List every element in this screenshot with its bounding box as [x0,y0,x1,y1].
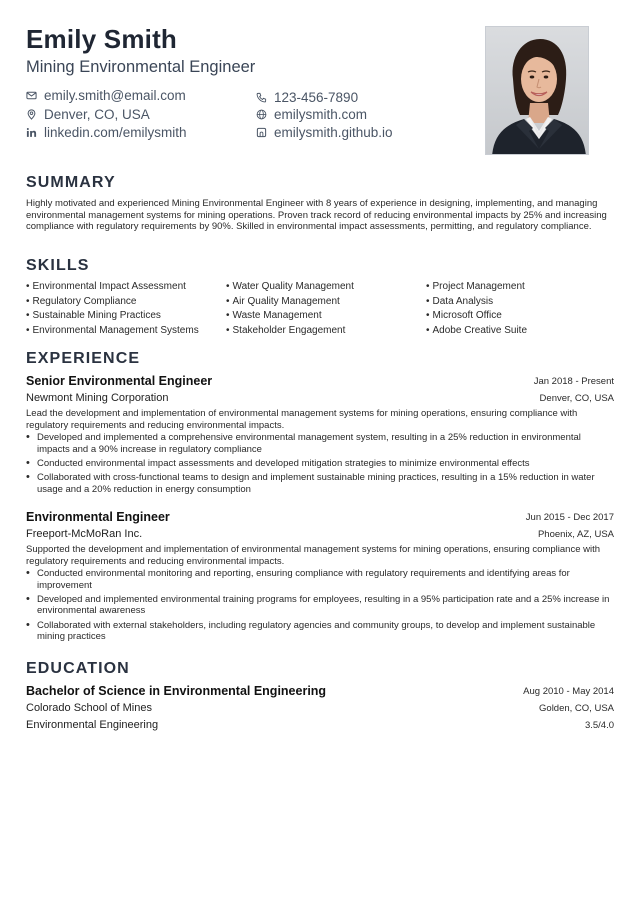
field-of-study: Environmental Engineering [26,719,159,731]
job-title: Environmental Engineer [26,510,170,524]
job-entry [26,374,614,498]
skill-item: • Microsoft Office [426,310,502,321]
job-bullet: • Conducted environmental monitoring and reporting, ensuring compliance with regulatory requirements and identifying areas for improvement [26,568,614,591]
location-text: Denver, CO, USA [44,107,150,122]
contact-phone[interactable] [256,90,358,105]
skill-item: • Project Management [426,281,525,292]
skill-item: • Sustainable Mining Practices [26,310,161,321]
job-location: Phoenix, AZ, USA [537,529,614,540]
job-bullet: • Collaborated with cross-functional teams to design and implement sustainable mining practices, resulting in a 15% reduction in water usage and a 20% reduction in energy consumption [26,472,614,495]
linkedin-text: linkedin.com/emilysmith [44,125,187,140]
skill-item: • Air Quality Management [226,296,340,307]
degree-name: Bachelor of Science in Environmental Engineering [26,684,327,698]
job-bullet: • Conducted environmental impact assessments and developed mitigation strategies to minimize environmental effects [26,458,614,469]
job-date: Jan 2018 - Present [533,376,614,387]
phone-icon [256,92,267,103]
portrait-image [486,27,589,155]
experience-heading: EXPERIENCE [26,350,141,367]
skill-item: • Environmental Management Systems [26,325,199,336]
job-location: Denver, CO, USA [539,393,614,404]
email-text: emily.smith@email.com [44,88,186,103]
job-entry [26,510,614,646]
school-location: Golden, CO, USA [539,703,614,714]
phone-text: 123-456-7890 [274,90,359,105]
job-title: Senior Environmental Engineer [26,374,213,388]
skill-item: • Data Analysis [426,296,493,307]
skill-item: • Stakeholder Engagement [226,325,345,336]
job-bullets [26,568,614,642]
skill-item: • Waste Management [226,310,322,321]
skills-heading: SKILLS [26,257,90,274]
contact-location [26,107,150,122]
contact-github[interactable] [256,125,393,140]
summary-text: Highly motivated and experienced Mining Environmental Engineer with 8 years of experience in designing, implementing, and managing environmental management systems for mining operations. Proven track record of reducing environmental impacts by 25% and increasing compliance with regulatory requirements by 90%. Skilled in environmental impact assessments, permitting, and regulatory compliance. [26,198,607,233]
gpa: 3.5/4.0 [584,720,614,731]
contact-website[interactable] [256,107,367,122]
website-text: emilysmith.com [274,107,368,122]
github-icon [256,127,267,138]
education-date: Aug 2010 - May 2014 [523,686,614,697]
job-bullet: • Developed and implemented a comprehensive environmental management system, resulting in a 25% reduction in environmental impacts and a 90% increase in regulatory compliance [26,432,614,455]
education-entry [26,684,614,736]
skill-item: • Environmental Impact Assessment [26,281,186,292]
job-company: Freeport-McMoRan Inc. [26,528,143,540]
candidate-name: Emily Smith [26,24,178,54]
contact-linkedin[interactable] [26,125,187,140]
candidate-title: Mining Environmental Engineer [26,58,256,76]
contact-email[interactable] [26,88,186,103]
location-icon [26,109,37,120]
skill-item: • Water Quality Management [226,281,354,292]
job-bullet: • Developed and implemented environmental training programs for employees, resulting in a 95% participation rate and a 25% increase in environmental awareness [26,594,614,617]
linkedin-icon [26,127,37,138]
job-company: Newmont Mining Corporation [26,392,169,404]
job-bullet: • Collaborated with external stakeholders, including regulatory agencies and community groups, to develop and implement sustainable mining practices [26,620,614,643]
globe-icon [256,109,267,120]
education-heading: EDUCATION [26,660,130,677]
job-bullets [26,432,614,495]
skill-item: • Adobe Creative Suite [426,325,527,336]
mail-icon [26,90,37,101]
summary-heading: SUMMARY [26,174,116,191]
job-description: Supported the development and implementation of environmental management systems for mining operations, ensuring compliance with regulatory requirements and reducing environmental impacts. [26,544,601,567]
profile-photo [485,26,589,155]
job-description: Lead the development and implementation of environmental management systems for mining operations, ensuring compliance with regulatory requirements and reducing environmental impacts. [26,408,578,431]
school-name: Colorado School of Mines [26,702,152,714]
job-date: Jun 2015 - Dec 2017 [525,512,614,523]
github-text: emilysmith.github.io [274,125,393,140]
skill-item: • Regulatory Compliance [26,296,136,307]
